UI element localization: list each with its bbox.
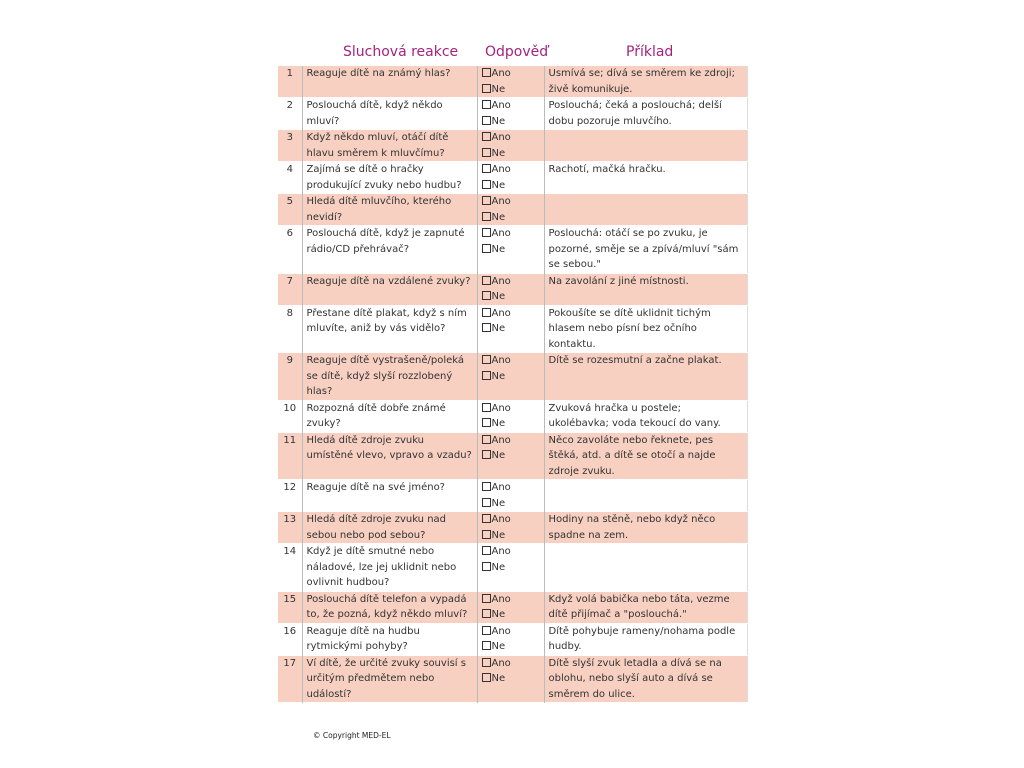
checkbox-icon[interactable] xyxy=(482,450,491,459)
checkbox-icon[interactable] xyxy=(482,641,491,650)
checkbox-icon[interactable] xyxy=(482,244,491,253)
table-row xyxy=(278,512,747,544)
checkbox-icon[interactable] xyxy=(482,530,491,539)
question: Reaguje dítě vystrašeně/poleká se dítě, když slyší rozzlobený hlas? xyxy=(302,353,477,401)
option-label: Ano xyxy=(491,275,511,287)
example: Na zavolání z jiné místnosti. xyxy=(544,273,747,305)
option-label: Ne xyxy=(491,83,506,95)
question: Když je dítě smutné nebo náladové, lze jej uklidnit nebo ovlivnit hudbou? xyxy=(302,544,477,592)
option-yes[interactable] xyxy=(482,401,540,417)
checkbox-icon[interactable] xyxy=(482,673,491,682)
row-number: 1 xyxy=(278,66,302,98)
option-label: Ano xyxy=(491,196,511,207)
answer-options xyxy=(477,305,544,353)
option-label: Ne xyxy=(491,291,506,302)
question: Zajímá se dítě o hračky produkující zvuky nebo hudbu? xyxy=(302,162,477,194)
option-yes[interactable] xyxy=(482,433,540,449)
row-number: 17 xyxy=(278,655,302,703)
option-label: Ne xyxy=(491,450,506,461)
option-yes[interactable] xyxy=(482,592,540,608)
checkbox-icon[interactable] xyxy=(482,626,491,635)
option-no[interactable] xyxy=(482,496,540,512)
question: Poslouchá dítě, když je zapnuté rádio/CD přehrávač? xyxy=(302,226,477,274)
option-label: Ano xyxy=(491,514,511,525)
option-label: Ne xyxy=(491,115,506,127)
checkbox-icon[interactable] xyxy=(482,84,491,93)
questionnaire-table xyxy=(278,66,748,703)
answer-options xyxy=(477,98,544,130)
row-number: 10 xyxy=(283,402,297,414)
question: Ví dítě, že určité zvuky souvisí s určitým předmětem nebo událostí? xyxy=(302,655,477,703)
table-row xyxy=(278,655,747,703)
checkbox-icon[interactable] xyxy=(482,116,491,125)
option-no[interactable] xyxy=(482,289,540,305)
table-row xyxy=(278,98,747,130)
table-row xyxy=(278,273,747,305)
option-yes[interactable] xyxy=(482,130,540,146)
option-yes[interactable] xyxy=(482,66,540,82)
option-yes[interactable] xyxy=(482,274,540,290)
option-no[interactable] xyxy=(482,146,540,162)
answer-options xyxy=(477,273,544,305)
option-yes[interactable] xyxy=(482,512,540,528)
example: Usmívá se; dívá se směrem ke zdroji; živě komunikuje. xyxy=(544,66,747,98)
checkbox-icon[interactable] xyxy=(482,180,491,189)
answer-options xyxy=(477,130,544,162)
example: Když volá babička nebo táta, vezme dítě přijímač a "poslouchá." xyxy=(544,591,747,623)
option-label: Ano xyxy=(491,625,511,637)
checkbox-icon[interactable] xyxy=(482,435,491,444)
option-label: Ano xyxy=(491,68,511,79)
option-label: Ano xyxy=(491,657,511,669)
option-no[interactable] xyxy=(482,448,540,464)
option-label: Ne xyxy=(491,147,506,159)
checkbox-icon[interactable] xyxy=(482,291,491,300)
option-label: Ne xyxy=(491,673,506,684)
answer-options xyxy=(477,480,544,512)
option-label: Ne xyxy=(491,370,506,382)
row-number: 6 xyxy=(286,228,293,239)
option-label: Ano xyxy=(491,434,511,446)
table-row xyxy=(278,194,747,226)
question: Poslouchá dítě telefon a vypadá to, že pozná, když někdo mluví? xyxy=(302,591,477,623)
option-label: Ne xyxy=(491,561,506,573)
question: Když někdo mluví, otáčí dítě hlavu směrem k mluvčímu? xyxy=(302,130,477,162)
row-number: 3 xyxy=(278,130,302,162)
answer-options xyxy=(477,655,544,703)
option-no[interactable] xyxy=(482,321,540,337)
table-row xyxy=(278,305,747,353)
option-label: Ano xyxy=(491,228,511,239)
option-label: Ne xyxy=(491,179,506,191)
checkbox-icon[interactable] xyxy=(482,308,491,317)
example xyxy=(544,130,747,162)
question: Přestane dítě plakat, když s ním mluvíte, aniž by vás vidělo? xyxy=(302,305,477,353)
row-number: 11 xyxy=(278,432,302,480)
example: Pokoušíte se dítě uklidnit tichým hlasem nebo písní bez očního kontaktu. xyxy=(544,305,747,353)
option-no[interactable] xyxy=(482,210,540,226)
option-label: Ne xyxy=(491,211,506,223)
table-row xyxy=(278,226,747,274)
option-yes[interactable] xyxy=(482,544,540,560)
checkbox-icon[interactable] xyxy=(482,148,491,157)
option-yes[interactable] xyxy=(482,353,540,369)
example: Rachotí, mačká hračku. xyxy=(544,162,747,194)
answer-options xyxy=(477,162,544,194)
option-no[interactable] xyxy=(482,178,540,194)
answer-options xyxy=(477,194,544,226)
question: Hledá dítě zdroje zvuku nad sebou nebo pod sebou? xyxy=(302,512,477,544)
option-label: Ano xyxy=(491,100,511,111)
option-yes[interactable] xyxy=(482,98,540,114)
row-number: 12 xyxy=(283,482,297,493)
question: Reaguje dítě na své jméno? xyxy=(302,480,477,512)
option-yes[interactable] xyxy=(482,656,540,672)
question: Reaguje dítě na známý hlas? xyxy=(302,66,477,98)
option-yes[interactable] xyxy=(482,480,540,496)
checkbox-icon[interactable] xyxy=(482,132,491,141)
option-no[interactable] xyxy=(482,528,540,544)
header-reaction: Sluchová reakce xyxy=(343,44,459,60)
checkbox-icon[interactable] xyxy=(482,482,491,491)
question: Hledá dítě zdroje zvuku umístěné vlevo, vpravo a vzadu? xyxy=(302,432,477,480)
table-row xyxy=(278,130,747,162)
option-label: Ano xyxy=(491,402,511,414)
checkbox-icon[interactable] xyxy=(482,68,491,77)
checkbox-icon[interactable] xyxy=(482,100,491,109)
example: Poslouchá: otáčí se po zvuku, je pozorné, směje se a zpívá/mluví "sám se sebou." xyxy=(544,226,747,274)
answer-options xyxy=(477,512,544,544)
option-no[interactable] xyxy=(482,416,540,432)
option-label: Ano xyxy=(491,355,511,366)
answer-options xyxy=(477,400,544,432)
option-label: Ne xyxy=(491,243,506,255)
option-label: Ano xyxy=(491,593,511,605)
example: Dítě pohybuje rameny/nohama podle hudby. xyxy=(544,623,747,655)
checkbox-icon[interactable] xyxy=(482,403,491,412)
option-no[interactable] xyxy=(482,369,540,385)
row-number: 5 xyxy=(278,194,302,226)
row-number: 8 xyxy=(286,307,293,319)
question: Rozpozná dítě dobře známé zvuky? xyxy=(302,400,477,432)
table-row xyxy=(278,353,747,401)
row-number: 2 xyxy=(286,100,293,111)
checkbox-icon[interactable] xyxy=(482,276,491,285)
example: Něco zavoláte nebo řeknete, pes štěká, atd. a dítě se otočí a najde zdroje zvuku. xyxy=(544,432,747,480)
example xyxy=(544,480,747,512)
example: Dítě se rozesmutní a začne plakat. xyxy=(544,353,747,401)
checkbox-icon[interactable] xyxy=(482,164,491,173)
option-label: Ne xyxy=(491,641,506,652)
checkbox-icon[interactable] xyxy=(482,562,491,571)
example xyxy=(544,194,747,226)
option-label: Ano xyxy=(491,482,511,493)
checkbox-icon[interactable] xyxy=(482,212,491,221)
checkbox-icon[interactable] xyxy=(482,658,491,667)
answer-options xyxy=(477,623,544,655)
answer-options xyxy=(477,66,544,98)
answer-options xyxy=(477,432,544,480)
option-label: Ne xyxy=(491,529,506,541)
table-row xyxy=(278,162,747,194)
option-yes[interactable] xyxy=(482,194,540,210)
table-row xyxy=(278,400,747,432)
option-label: Ano xyxy=(491,132,511,143)
question: Reaguje dítě na vzdálené zvuky? xyxy=(302,273,477,305)
row-number: 4 xyxy=(286,164,293,175)
checkbox-icon[interactable] xyxy=(482,228,491,237)
question: Hledá dítě mluvčího, kterého nevidí? xyxy=(302,194,477,226)
table-row xyxy=(278,623,747,655)
example: Zvuková hračka u postele; ukolébavka; voda tekoucí do vany. xyxy=(544,400,747,432)
checkbox-icon[interactable] xyxy=(482,418,491,427)
example xyxy=(544,544,747,592)
option-label: Ne xyxy=(491,609,506,620)
example: Hodiny na stěně, nebo když něco spadne na zem. xyxy=(544,512,747,544)
checkbox-icon[interactable] xyxy=(482,323,491,332)
option-no[interactable] xyxy=(482,560,540,576)
option-yes[interactable] xyxy=(482,226,540,242)
table-row xyxy=(278,66,747,98)
option-no[interactable] xyxy=(482,82,540,98)
row-number: 13 xyxy=(278,512,302,544)
row-number: 9 xyxy=(278,353,302,401)
row-number: 15 xyxy=(278,591,302,623)
answer-options xyxy=(477,544,544,592)
option-label: Ne xyxy=(491,418,506,429)
option-label: Ano xyxy=(491,546,511,557)
option-yes[interactable] xyxy=(482,624,540,640)
checkbox-icon[interactable] xyxy=(482,514,491,523)
checkbox-icon[interactable] xyxy=(482,498,491,507)
row-number: 7 xyxy=(278,273,302,305)
option-no[interactable] xyxy=(482,242,540,258)
option-yes[interactable] xyxy=(482,162,540,178)
checkbox-icon[interactable] xyxy=(482,371,491,380)
question: Reaguje dítě na hudbu rytmickými pohyby? xyxy=(302,623,477,655)
option-label: Ano xyxy=(491,164,511,175)
example: Poslouchá; čeká a poslouchá; delší dobu pozoruje mluvčího. xyxy=(544,98,747,130)
example: Dítě slyší zvuk letadla a dívá se na oblohu, nebo slyší auto a dívá se směrem do ulice. xyxy=(544,655,747,703)
header-answer: Odpověď xyxy=(485,44,549,60)
option-no[interactable] xyxy=(482,114,540,130)
option-no[interactable] xyxy=(482,607,540,623)
checkbox-icon[interactable] xyxy=(482,196,491,205)
table-row xyxy=(278,591,747,623)
question: Poslouchá dítě, když někdo mluví? xyxy=(302,98,477,130)
option-no[interactable] xyxy=(482,639,540,655)
option-yes[interactable] xyxy=(482,306,540,322)
copyright: © Copyright MED-EL xyxy=(313,731,391,740)
checkbox-icon[interactable] xyxy=(482,609,491,618)
option-label: Ne xyxy=(491,323,506,334)
checkbox-icon[interactable] xyxy=(482,594,491,603)
header-example: Příklad xyxy=(626,44,674,60)
option-label: Ne xyxy=(491,497,506,509)
answer-options xyxy=(477,591,544,623)
table-row xyxy=(278,432,747,480)
table-row xyxy=(278,544,747,592)
answer-options xyxy=(477,353,544,401)
option-no[interactable] xyxy=(482,671,540,687)
checkbox-icon[interactable] xyxy=(482,546,491,555)
checkbox-icon[interactable] xyxy=(482,355,491,364)
answer-options xyxy=(477,226,544,274)
option-label: Ano xyxy=(491,307,511,319)
row-number: 14 xyxy=(283,546,297,557)
table-row xyxy=(278,480,747,512)
row-number: 16 xyxy=(283,625,297,637)
